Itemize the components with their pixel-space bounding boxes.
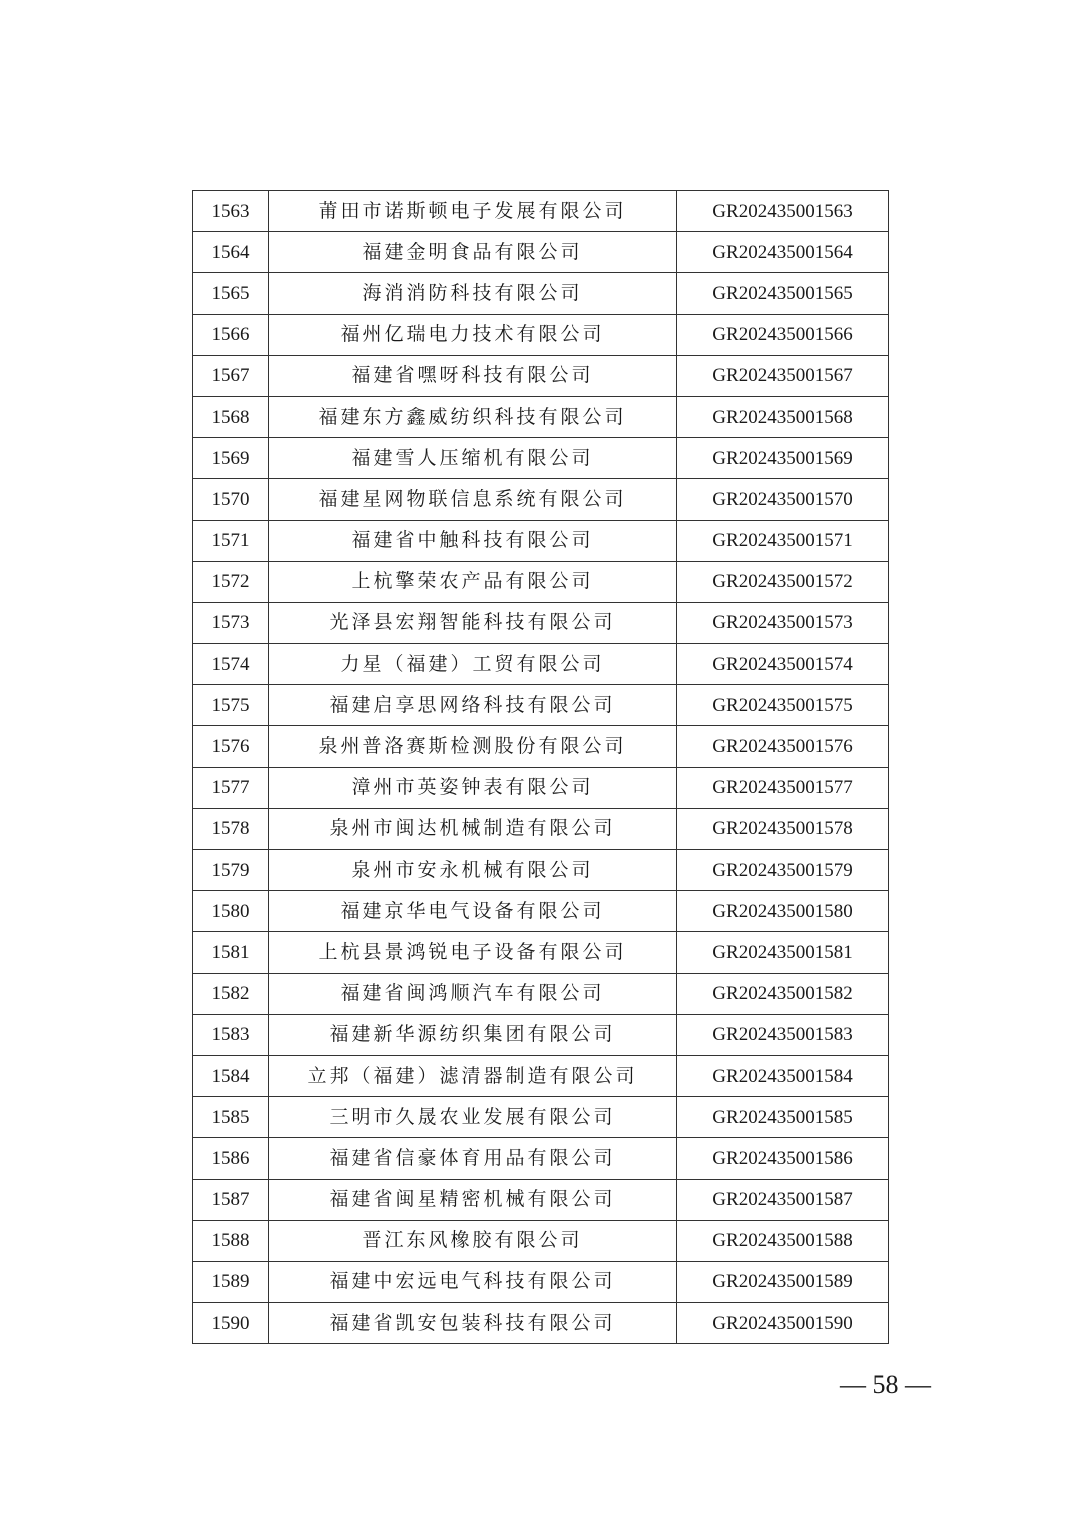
company-name-cell: 力星（福建）工贸有限公司 bbox=[269, 644, 677, 685]
certificate-code-cell: GR202435001576 bbox=[677, 726, 889, 767]
table-row bbox=[193, 726, 889, 767]
certificate-code-cell: GR202435001583 bbox=[677, 1014, 889, 1055]
row-number-cell: 1570 bbox=[193, 479, 269, 520]
row-number-cell: 1564 bbox=[193, 232, 269, 273]
company-name-cell: 泉州市闽达机械制造有限公司 bbox=[269, 808, 677, 849]
row-number-cell: 1565 bbox=[193, 273, 269, 314]
certificate-code-cell: GR202435001571 bbox=[677, 520, 889, 561]
company-name-cell: 福州亿瑞电力技术有限公司 bbox=[269, 314, 677, 355]
certificate-code-cell: GR202435001585 bbox=[677, 1097, 889, 1138]
company-name-cell: 漳州市英姿钟表有限公司 bbox=[269, 767, 677, 808]
company-name-cell: 福建省闽鸿顺汽车有限公司 bbox=[269, 973, 677, 1014]
company-name-cell: 福建东方鑫威纺织科技有限公司 bbox=[269, 396, 677, 437]
company-name-cell: 福建省嘿呀科技有限公司 bbox=[269, 355, 677, 396]
certificate-code-cell: GR202435001570 bbox=[677, 479, 889, 520]
row-number-cell: 1573 bbox=[193, 602, 269, 643]
row-number-cell: 1572 bbox=[193, 561, 269, 602]
company-name-cell: 福建省中触科技有限公司 bbox=[269, 520, 677, 561]
row-number-cell: 1584 bbox=[193, 1055, 269, 1096]
certificate-code-cell: GR202435001587 bbox=[677, 1179, 889, 1220]
table-row bbox=[193, 191, 889, 232]
table-row bbox=[193, 1097, 889, 1138]
row-number-cell: 1576 bbox=[193, 726, 269, 767]
company-name-cell: 上杭擎荣农产品有限公司 bbox=[269, 561, 677, 602]
table-body bbox=[193, 191, 889, 1344]
certificate-code-cell: GR202435001578 bbox=[677, 808, 889, 849]
certificate-code-cell: GR202435001567 bbox=[677, 355, 889, 396]
company-name-cell: 三明市久晟农业发展有限公司 bbox=[269, 1097, 677, 1138]
table-row bbox=[193, 1138, 889, 1179]
row-number-cell: 1568 bbox=[193, 396, 269, 437]
company-name-cell: 晋江东风橡胶有限公司 bbox=[269, 1220, 677, 1261]
certificate-code-cell: GR202435001574 bbox=[677, 644, 889, 685]
certificate-code-cell: GR202435001590 bbox=[677, 1303, 889, 1344]
row-number-cell: 1579 bbox=[193, 850, 269, 891]
table-row bbox=[193, 1055, 889, 1096]
company-name-cell: 福建省闽星精密机械有限公司 bbox=[269, 1179, 677, 1220]
table-row bbox=[193, 520, 889, 561]
table-row bbox=[193, 232, 889, 273]
row-number-cell: 1589 bbox=[193, 1261, 269, 1302]
row-number-cell: 1583 bbox=[193, 1014, 269, 1055]
company-name-cell: 海消消防科技有限公司 bbox=[269, 273, 677, 314]
table-row bbox=[193, 1014, 889, 1055]
certificate-code-cell: GR202435001572 bbox=[677, 561, 889, 602]
table-row bbox=[193, 1303, 889, 1344]
page-number: — 58 — bbox=[840, 1370, 931, 1399]
company-name-cell: 福建金明食品有限公司 bbox=[269, 232, 677, 273]
certificate-code-cell: GR202435001565 bbox=[677, 273, 889, 314]
table-row bbox=[193, 850, 889, 891]
table-row bbox=[193, 355, 889, 396]
certificate-code-cell: GR202435001568 bbox=[677, 396, 889, 437]
table-row bbox=[193, 685, 889, 726]
row-number-cell: 1569 bbox=[193, 438, 269, 479]
table-row bbox=[193, 479, 889, 520]
row-number-cell: 1588 bbox=[193, 1220, 269, 1261]
table-row bbox=[193, 808, 889, 849]
certificate-code-cell: GR202435001579 bbox=[677, 850, 889, 891]
table-row bbox=[193, 767, 889, 808]
row-number-cell: 1574 bbox=[193, 644, 269, 685]
table-row bbox=[193, 602, 889, 643]
table-row bbox=[193, 891, 889, 932]
row-number-cell: 1585 bbox=[193, 1097, 269, 1138]
company-name-cell: 上杭县景鸿锐电子设备有限公司 bbox=[269, 932, 677, 973]
certificate-code-cell: GR202435001573 bbox=[677, 602, 889, 643]
certificate-code-cell: GR202435001582 bbox=[677, 973, 889, 1014]
company-name-cell: 福建京华电气设备有限公司 bbox=[269, 891, 677, 932]
row-number-cell: 1577 bbox=[193, 767, 269, 808]
certificate-code-cell: GR202435001566 bbox=[677, 314, 889, 355]
table-row bbox=[193, 1220, 889, 1261]
company-name-cell: 福建省凯安包装科技有限公司 bbox=[269, 1303, 677, 1344]
row-number-cell: 1586 bbox=[193, 1138, 269, 1179]
company-name-cell: 福建启享思网络科技有限公司 bbox=[269, 685, 677, 726]
row-number-cell: 1571 bbox=[193, 520, 269, 561]
table-row bbox=[193, 1179, 889, 1220]
table-row bbox=[193, 1261, 889, 1302]
table-row bbox=[193, 561, 889, 602]
company-name-cell: 福建雪人压缩机有限公司 bbox=[269, 438, 677, 479]
row-number-cell: 1578 bbox=[193, 808, 269, 849]
table-row bbox=[193, 438, 889, 479]
certificate-code-cell: GR202435001575 bbox=[677, 685, 889, 726]
company-name-cell: 福建中宏远电气科技有限公司 bbox=[269, 1261, 677, 1302]
company-name-cell: 泉州普洛赛斯检测股份有限公司 bbox=[269, 726, 677, 767]
certificate-code-cell: GR202435001563 bbox=[677, 191, 889, 232]
certificate-code-cell: GR202435001581 bbox=[677, 932, 889, 973]
table-row bbox=[193, 396, 889, 437]
row-number-cell: 1581 bbox=[193, 932, 269, 973]
company-list-table bbox=[192, 190, 889, 1344]
table-row bbox=[193, 644, 889, 685]
certificate-code-cell: GR202435001588 bbox=[677, 1220, 889, 1261]
certificate-code-cell: GR202435001586 bbox=[677, 1138, 889, 1179]
table-row bbox=[193, 973, 889, 1014]
row-number-cell: 1567 bbox=[193, 355, 269, 396]
table-row bbox=[193, 273, 889, 314]
row-number-cell: 1575 bbox=[193, 685, 269, 726]
row-number-cell: 1563 bbox=[193, 191, 269, 232]
certificate-code-cell: GR202435001589 bbox=[677, 1261, 889, 1302]
company-name-cell: 福建星网物联信息系统有限公司 bbox=[269, 479, 677, 520]
certificate-code-cell: GR202435001569 bbox=[677, 438, 889, 479]
table-row bbox=[193, 932, 889, 973]
certificate-code-cell: GR202435001584 bbox=[677, 1055, 889, 1096]
row-number-cell: 1566 bbox=[193, 314, 269, 355]
company-name-cell: 福建新华源纺织集团有限公司 bbox=[269, 1014, 677, 1055]
company-name-cell: 立邦（福建）滤清器制造有限公司 bbox=[269, 1055, 677, 1096]
certificate-code-cell: GR202435001580 bbox=[677, 891, 889, 932]
certificate-code-cell: GR202435001577 bbox=[677, 767, 889, 808]
company-name-cell: 莆田市诺斯顿电子发展有限公司 bbox=[269, 191, 677, 232]
certificate-code-cell: GR202435001564 bbox=[677, 232, 889, 273]
table-row bbox=[193, 314, 889, 355]
company-name-cell: 光泽县宏翔智能科技有限公司 bbox=[269, 602, 677, 643]
row-number-cell: 1590 bbox=[193, 1303, 269, 1344]
company-name-cell: 泉州市安永机械有限公司 bbox=[269, 850, 677, 891]
row-number-cell: 1587 bbox=[193, 1179, 269, 1220]
row-number-cell: 1580 bbox=[193, 891, 269, 932]
company-name-cell: 福建省信豪体育用品有限公司 bbox=[269, 1138, 677, 1179]
row-number-cell: 1582 bbox=[193, 973, 269, 1014]
